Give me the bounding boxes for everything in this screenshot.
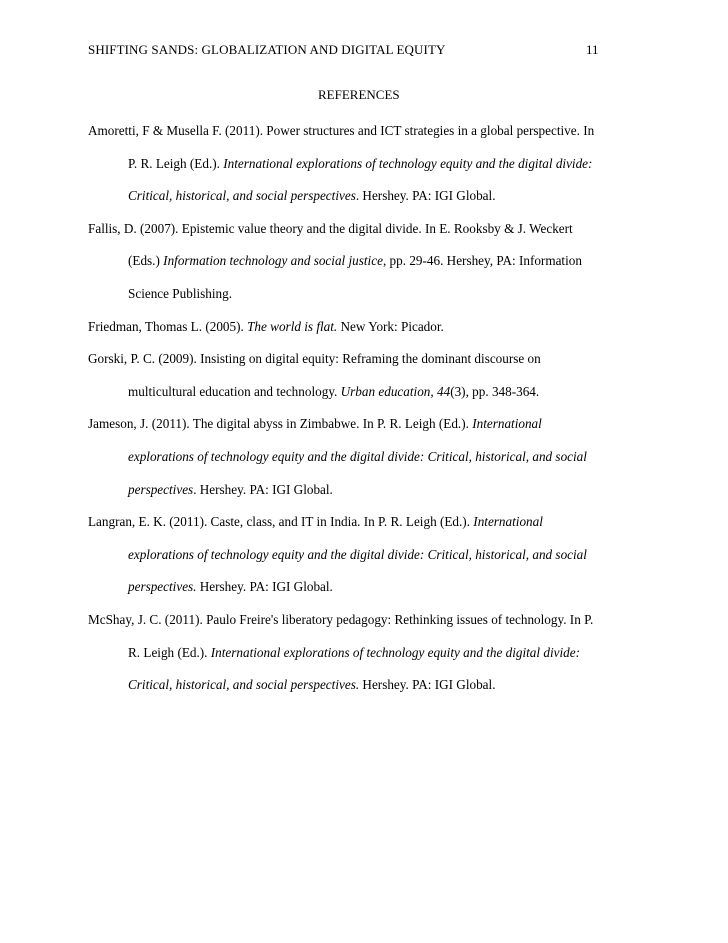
reference-text: (Eds.) xyxy=(128,253,164,269)
reference-entry xyxy=(88,343,648,408)
reference-text: (3), pp. 348-364. xyxy=(450,383,540,399)
reference-italic-text: International xyxy=(472,416,542,432)
reference-line xyxy=(88,506,648,539)
reference-text: , pp. 29-46. Hershey, PA: Information xyxy=(382,253,582,269)
reference-text: Hershey. PA: IGI Global. xyxy=(359,677,496,693)
reference-line xyxy=(88,343,648,376)
reference-italic-text: International xyxy=(473,514,543,530)
reference-text: McShay, J. C. (2011). Paulo Freire's liberatory pedagogy: Rethinking issues of technology. In P. xyxy=(88,611,594,627)
page-number: 11 xyxy=(586,42,599,57)
reference-italic-text: perspectives xyxy=(128,481,194,497)
reference-text: . Hershey. PA: IGI Global. xyxy=(193,481,333,497)
reference-line xyxy=(88,637,648,670)
reference-line xyxy=(88,441,648,474)
reference-entry xyxy=(88,311,648,344)
reference-line xyxy=(88,571,648,604)
reference-line xyxy=(88,245,648,278)
reference-entry xyxy=(88,506,648,604)
reference-line xyxy=(88,408,648,441)
reference-text: R. Leigh (Ed.). xyxy=(128,644,211,660)
reference-line xyxy=(88,311,648,344)
reference-line xyxy=(88,115,648,148)
reference-text: Jameson, J. (2011). The digital abyss in Zimbabwe. In P. R. Leigh (Ed.). xyxy=(88,416,473,432)
running-head: SHIFTING SANDS: GLOBALIZATION AND DIGITAL EQUITY xyxy=(88,42,446,57)
reference-entry xyxy=(88,604,648,702)
reference-line xyxy=(88,376,648,409)
reference-text: Fallis, D. (2007). Epistemic value theory and the digital divide. In E. Rooksby & J. Weckert xyxy=(88,220,573,236)
reference-text: . Hershey. PA: IGI Global. xyxy=(355,188,496,204)
reference-text: Science Publishing. xyxy=(128,285,233,301)
reference-text: New York: Picador. xyxy=(337,318,444,334)
reference-text: Friedman, Thomas L. (2005). xyxy=(88,318,248,334)
reference-line xyxy=(88,539,648,572)
reference-text: Amoretti, F & Musella F. (2011). Power structures and ICT strategies in a global perspective. In xyxy=(88,123,595,138)
reference-italic-text: The world is flat. xyxy=(247,318,338,334)
reference-text: multicultural education and technology. xyxy=(128,383,341,399)
reference-line xyxy=(88,474,648,507)
reference-italic-text: International explorations of technology equity and the digital divide: xyxy=(210,644,580,660)
reference-line xyxy=(88,278,648,311)
references-heading: REFERENCES xyxy=(318,87,400,102)
reference-italic-text: Information technology and social justice xyxy=(163,253,383,269)
reference-italic-text: Critical, historical, and social perspectives xyxy=(128,188,356,204)
reference-entry xyxy=(88,408,648,506)
reference-line xyxy=(88,669,648,702)
reference-line xyxy=(88,180,648,213)
reference-italic-text: International explorations of technology equity and the digital divide: xyxy=(223,155,593,171)
reference-line xyxy=(88,213,648,246)
reference-italic-text: Urban education, 44 xyxy=(340,383,451,399)
reference-italic-text: explorations of technology equity and the digital divide: Critical, historical, and social xyxy=(128,448,587,464)
reference-line xyxy=(88,604,648,637)
reference-text: Hershey. PA: IGI Global. xyxy=(196,579,333,595)
reference-entry xyxy=(88,115,648,213)
reference-text: Langran, E. K. (2011). Caste, class, and IT in India. In P. R. Leigh (Ed.). xyxy=(88,514,474,530)
reference-line xyxy=(88,148,648,181)
reference-text: Gorski, P. C. (2009). Insisting on digital equity: Reframing the dominant discourse on xyxy=(88,351,541,367)
references-list xyxy=(88,115,648,702)
reference-italic-text: Critical, historical, and social perspectives. xyxy=(128,677,360,693)
reference-italic-text: perspectives. xyxy=(128,579,197,595)
reference-entry xyxy=(88,213,648,311)
reference-text: P. R. Leigh (Ed.). xyxy=(128,155,224,171)
reference-italic-text: explorations of technology equity and the digital divide: Critical, historical, and social xyxy=(128,546,587,562)
